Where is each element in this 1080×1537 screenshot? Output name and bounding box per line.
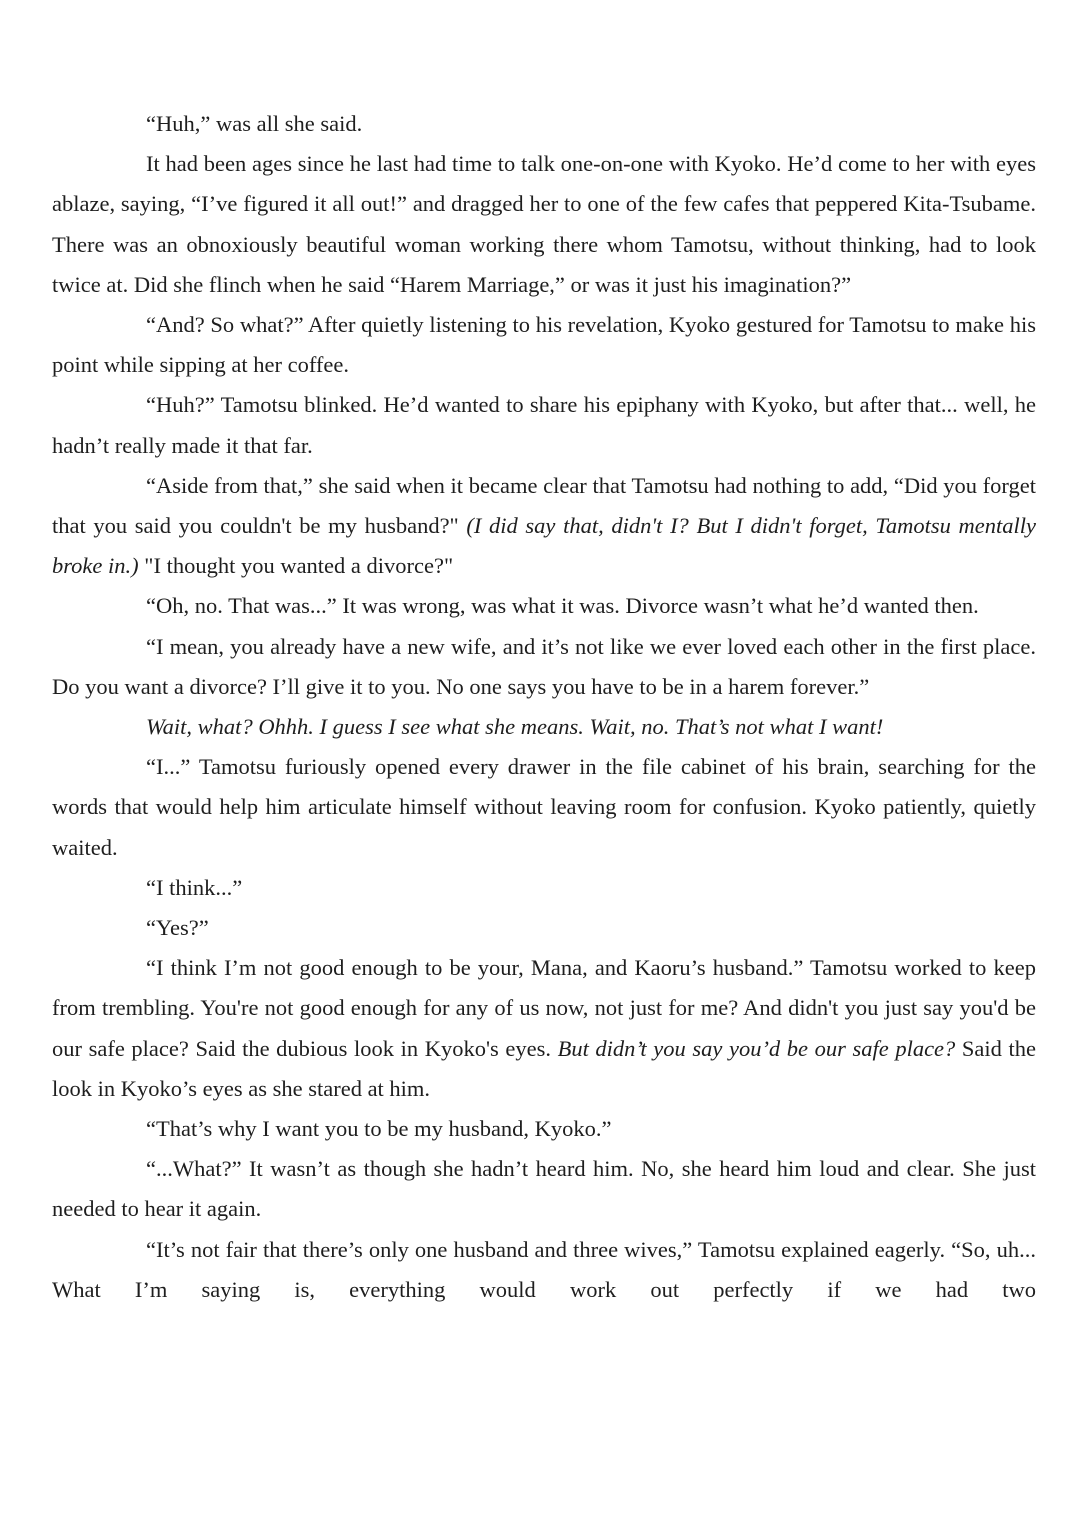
paragraph: “Huh,” was all she said. — [146, 111, 363, 136]
paragraph-continued: “It’s not fair that there’s only one husband and three wives,” Tamotsu explained eagerly. “So, uh... What I’m saying is, everything would work out perfectly if we had two — [52, 1236, 1036, 1302]
paragraph-thought: Wait, what? Ohhh. I guess I see what she means. Wait, no. That’s not what I want! — [146, 714, 884, 740]
italic-aside: (I did say that, didn't I? But I didn't forget, Tamotsu mentally broke in.) — [52, 513, 1036, 579]
italic-thought: But didn’t you say you’d be our safe place? — [557, 1035, 956, 1061]
paragraph: “That’s why I want you to be my husband, Kyoko.” — [146, 1116, 612, 1142]
paragraph: “I think...” — [146, 874, 243, 900]
paragraph: “Oh, no. That was...” It was wrong, was what it was. Divorce wasn’t what he’d wanted then. — [146, 593, 979, 619]
paragraph: “I think I’m not good enough to be your, Mana, and Kaoru’s husband.” Tamotsu worked to keep from trembling. You're not good enough for any of us now, not just for me? And didn't you just say you'd be our safe place? Said the dubious look in Kyoko's eyes. But didn’t you say you’d be our safe place? Said the look in Kyoko’s eyes as she stared at him. — [52, 955, 1036, 1101]
paragraph: “...What?” It wasn’t as though she hadn’t heard him. No, she heard him loud and clear. She just needed to hear it again. — [52, 1156, 1036, 1222]
paragraph: It had been ages since he last had time to talk one-on-one with Kyoko. He’d come to her with eyes ablaze, saying, “I’ve figured it all out!” and dragged her to one of the few cafes that peppered Kita-Tsubame. There was an obnoxiously beautiful woman working there whom Tamotsu, without thinking, had to look twice at. Did she flinch when he said “Harem Marriage,” or was it just his imagination?” — [52, 151, 1036, 297]
book-page — [52, 104, 1036, 1310]
paragraph: “Aside from that,” she said when it became clear that Tamotsu had nothing to add, “Did you forget that you said you couldn't be my husband?" (I did say that, didn't I? But I didn't forget, Tamotsu mentally broke in.) "I thought you wanted a divorce?" — [52, 472, 1036, 579]
paragraph: “I...” Tamotsu furiously opened every drawer in the file cabinet of his brain, searching for the words that would help him articulate himself without leaving room for confusion. Kyoko patiently, quietly waited. — [52, 754, 1036, 860]
paragraph: “I mean, you already have a new wife, and it’s not like we ever loved each other in the first place. Do you want a divorce? I’ll give it to you. No one says you have to be in a harem forever.” — [52, 633, 1036, 699]
paragraph: “Huh?” Tamotsu blinked. He’d wanted to share his epiphany with Kyoko, but after that... well, he hadn’t really made it that far. — [52, 392, 1036, 458]
paragraph: “Yes?” — [146, 915, 209, 941]
paragraph: “And? So what?” After quietly listening to his revelation, Kyoko gestured for Tamotsu to make his point while sipping at her coffee. — [52, 312, 1036, 378]
